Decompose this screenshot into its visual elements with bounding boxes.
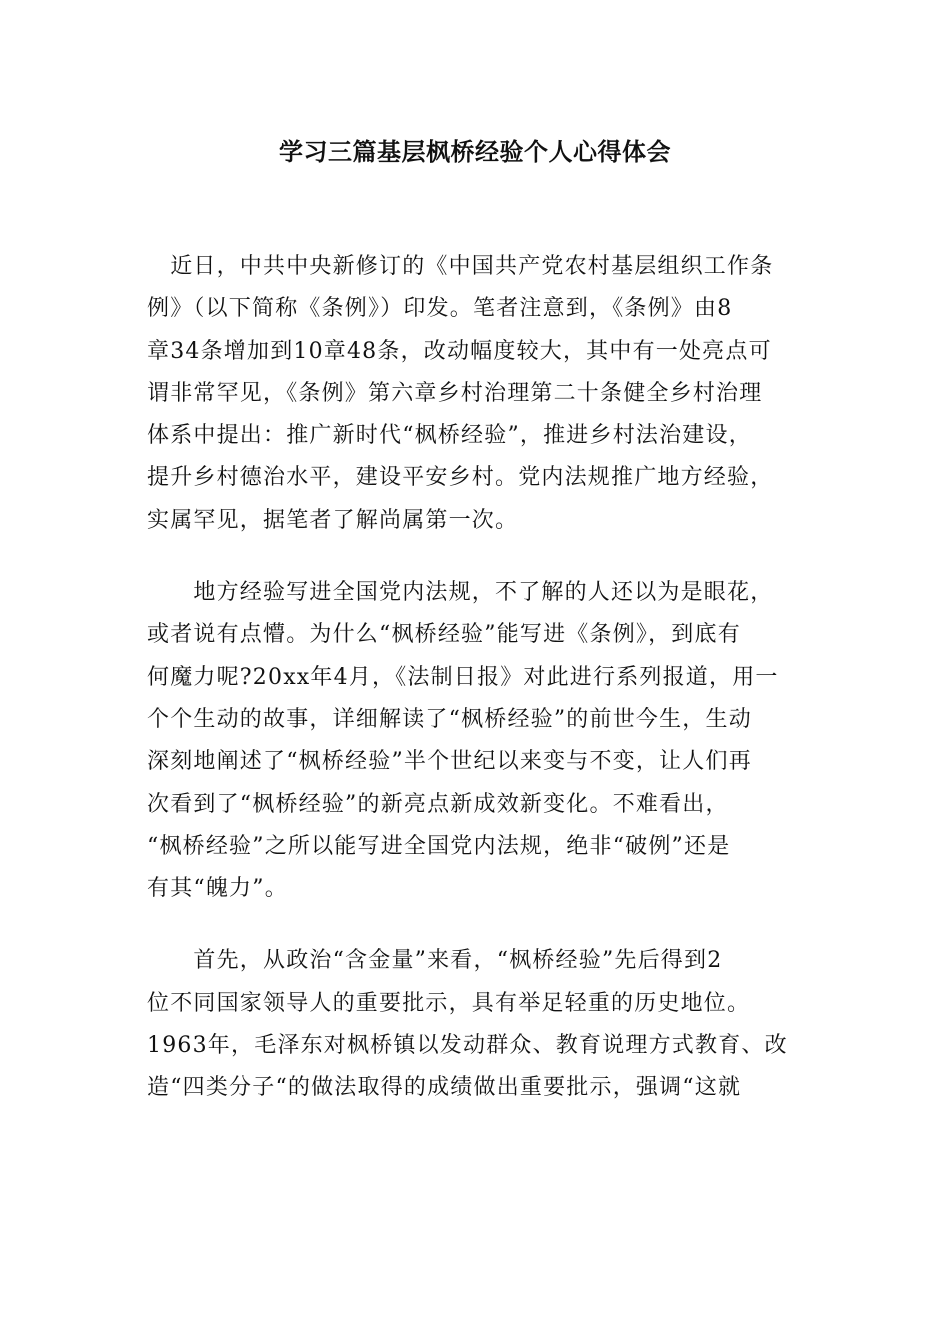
text-line: 首先，从政治“含金量”来看，“枫桥经验”先后得到2 xyxy=(147,948,723,974)
text-line: 造“四类分子“的做法取得的成绩做出重要批示，强调“这就 xyxy=(147,1075,742,1101)
document-title: 学习三篇基层枫桥经验个人心得体会 xyxy=(279,138,671,166)
paragraph-3 xyxy=(147,940,797,1109)
text-line: 位不同国家领导人的重要批示，具有举足轻重的历史地位。 xyxy=(147,990,751,1016)
text-line: 深刻地阐述了“枫桥经验”半个世纪以来变与不变，让人们再 xyxy=(147,749,752,775)
paragraph-spacer xyxy=(147,542,797,572)
paragraph-1 xyxy=(147,246,797,542)
text-line: 或者说有点懵。为什么“枫桥经验”能写进《条例》，到底有 xyxy=(147,622,741,648)
text-line: 何魔力呢?20xx年4月，《法制日报》对此进行系列报道，用一 xyxy=(147,664,779,690)
text-line: 章34条增加到10章48条，改动幅度较大，其中有一处亮点可 xyxy=(147,338,772,364)
text-line: 例》（以下简称《条例》）印发。笔者注意到，《条例》由8 xyxy=(147,296,733,322)
paragraph-spacer xyxy=(147,910,797,940)
text-line: 提升乡村德治水平，建设平安乡村。党内法规推广地方经验， xyxy=(147,465,774,491)
document-body xyxy=(147,246,797,1110)
text-line: 近日，中共中央新修订的《中国共产党农村基层组织工作条 xyxy=(147,254,774,279)
text-line: 1963年，毛泽东对枫桥镇以发动群众、教育说理方式教育、改 xyxy=(147,1033,788,1059)
text-line: 个个生动的故事，详细解读了“枫桥经验”的前世今生，生动 xyxy=(147,706,752,732)
text-line: 次看到了“枫桥经验”的新亮点新成效新变化。不难看出， xyxy=(147,791,729,817)
text-line: 体系中提出：推广新时代“枫桥经验”，推进乡村法治建设， xyxy=(147,423,752,449)
text-line: “枫桥经验”之所以能写进全国党内法规，绝非“破例”还是 xyxy=(147,833,731,859)
text-line: 有其“魄力”。 xyxy=(147,876,288,902)
paragraph-2 xyxy=(147,572,797,910)
text-line: 实属罕见，据笔者了解尚属第一次。 xyxy=(147,507,519,533)
text-line: 地方经验写进全国党内法规，不了解的人还以为是眼花， xyxy=(147,580,774,606)
text-line: 谓非常罕见，《条例》第六章乡村治理第二十条健全乡村治理 xyxy=(147,380,763,406)
